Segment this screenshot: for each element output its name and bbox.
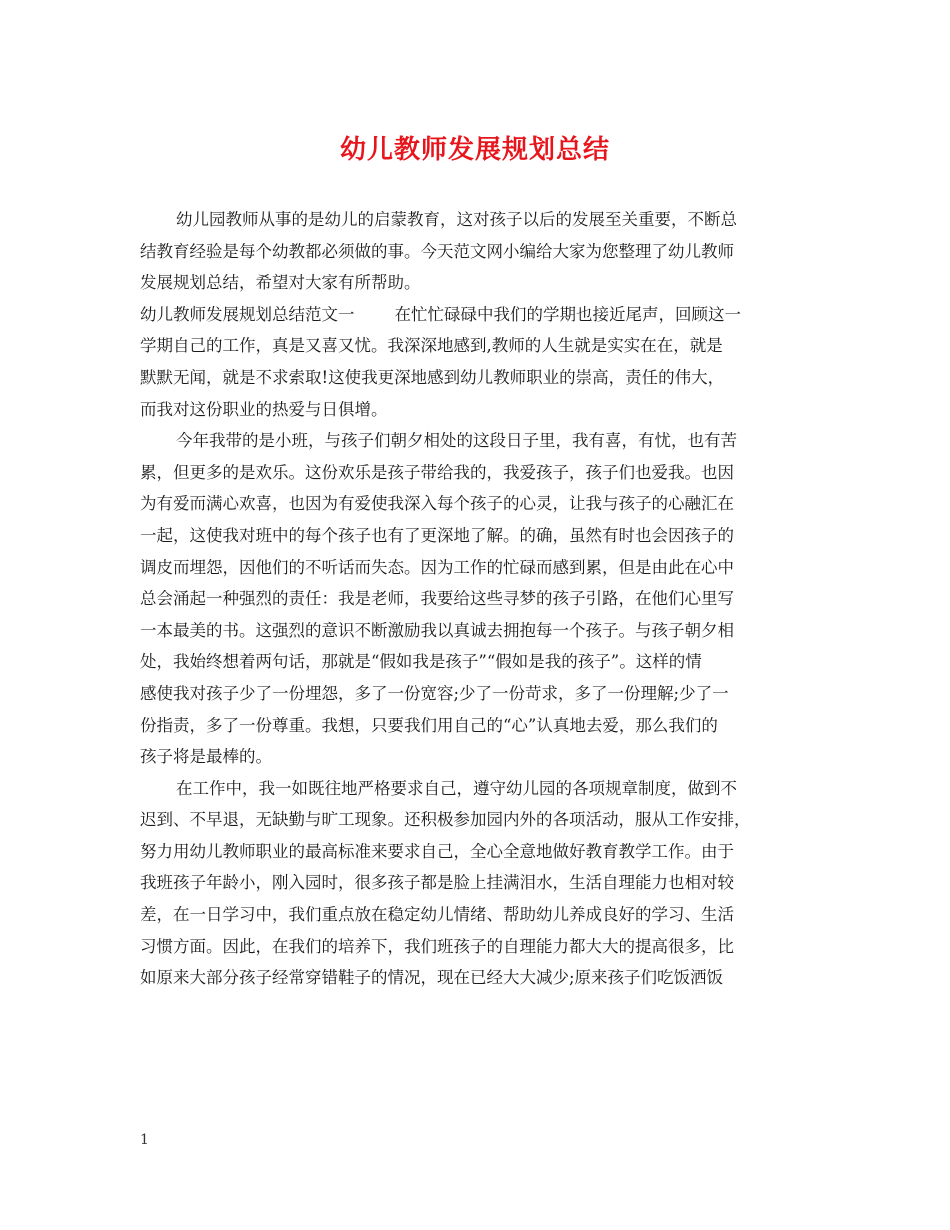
text-line: 我班孩子年龄小，刚入园时，很多孩子都是脸上挂满泪水，生活自理能力也相对较 bbox=[140, 873, 734, 893]
text-line: 在忙忙碌碌中我们的学期也接近尾声，回顾这一 bbox=[394, 304, 741, 324]
text-line: 默默无闻，就是不求索取!这使我更深地感到幼儿教师职业的崇高，责任的伟大， bbox=[140, 367, 725, 387]
text-line: 为有爱而满心欢喜，也因为有爱使我深入每个孩子的心灵，让我与孩子的心融汇在 bbox=[140, 494, 734, 514]
text-line: 感使我对孩子少了一份埋怨，多了一份宽容;少了一份苛求，多了一份理解;少了一 bbox=[140, 683, 729, 703]
text-line: 累，但更多的是欢乐。这份欢乐是孩子带给我的，我爱孩子，孩子们也爱我。也因 bbox=[140, 462, 734, 482]
text-line: 在工作中，我一如既往地严格要求自己，遵守幼儿园的各项规章制度，做到不 bbox=[176, 778, 737, 798]
text-line: 学期自己的工作，真是又喜又忧。我深深地感到,教师的人生就是实实在在，就是 bbox=[140, 336, 723, 356]
text-line: 如原来大部分孩子经常穿错鞋子的情况，现在已经大大减少;原来孩子们吃饭洒饭 bbox=[140, 968, 724, 988]
text-line-heading-row bbox=[140, 299, 815, 331]
text-line: 差，在一日学习中，我们重点放在稳定幼儿情绪、帮助幼儿养成良好的学习、生活 bbox=[140, 905, 734, 925]
text-line: 一起，这使我对班中的每个孩子也有了更深地了解。的确，虽然有时也会因孩子的 bbox=[140, 525, 734, 545]
text-line: 一本最美的书。这强烈的意识不断激励我以真诚去拥抱每一个孩子。与孩子朝夕相 bbox=[140, 620, 734, 640]
section-heading: 幼儿教师发展规划总结范文一 bbox=[140, 304, 355, 324]
text-line: 幼儿园教师从事的是幼儿的启蒙教育，这对孩子以后的发展至关重要，不断总 bbox=[176, 210, 737, 229]
text-line: 努力用幼儿教师职业的最高标准来要求自己，全心全意地做好教育教学工作。由于 bbox=[140, 841, 734, 861]
text-line: 迟到、不早退，无缺勤与旷工现象。还积极参加园内外的各项活动，服从工作安排， bbox=[140, 810, 751, 830]
text-line: 总会涌起一种强烈的责任：我是老师，我要给这些寻梦的孩子引路，在他们心里写 bbox=[140, 589, 734, 609]
text-line: 今年我带的是小班，与孩子们朝夕相处的这段日子里，我有喜，有忧，也有苦 bbox=[176, 431, 737, 451]
text-line: 发展规划总结，希望对大家有所帮助。 bbox=[140, 273, 421, 293]
page-number: 1 bbox=[140, 1132, 149, 1148]
text-line: 处，我始终想着两句话，那就是“假如我是孩子”“假如是我的孩子”。这样的情 bbox=[140, 652, 702, 672]
document-title: 幼儿教师发展规划总结 bbox=[339, 135, 610, 165]
text-line: 而我对这份职业的热爱与日俱增。 bbox=[140, 399, 388, 419]
text-line: 份指责，多了一份尊重。我想，只要我们用自己的“心”认真地去爱，那么我们的 bbox=[140, 715, 718, 735]
document-body bbox=[140, 204, 815, 994]
text-line: 结教育经验是每个幼教都必须做的事。今天范文网小编给大家为您整理了幼儿教师 bbox=[140, 241, 734, 261]
text-line: 习惯方面。因此，在我们的培养下，我们班孩子的自理能力都大大的提高很多，比 bbox=[140, 936, 734, 956]
text-line: 孩子将是最棒的。 bbox=[140, 747, 272, 767]
text-line: 调皮而埋怨，因他们的不听话而失态。因为工作的忙碌而感到累，但是由此在心中 bbox=[140, 557, 734, 577]
